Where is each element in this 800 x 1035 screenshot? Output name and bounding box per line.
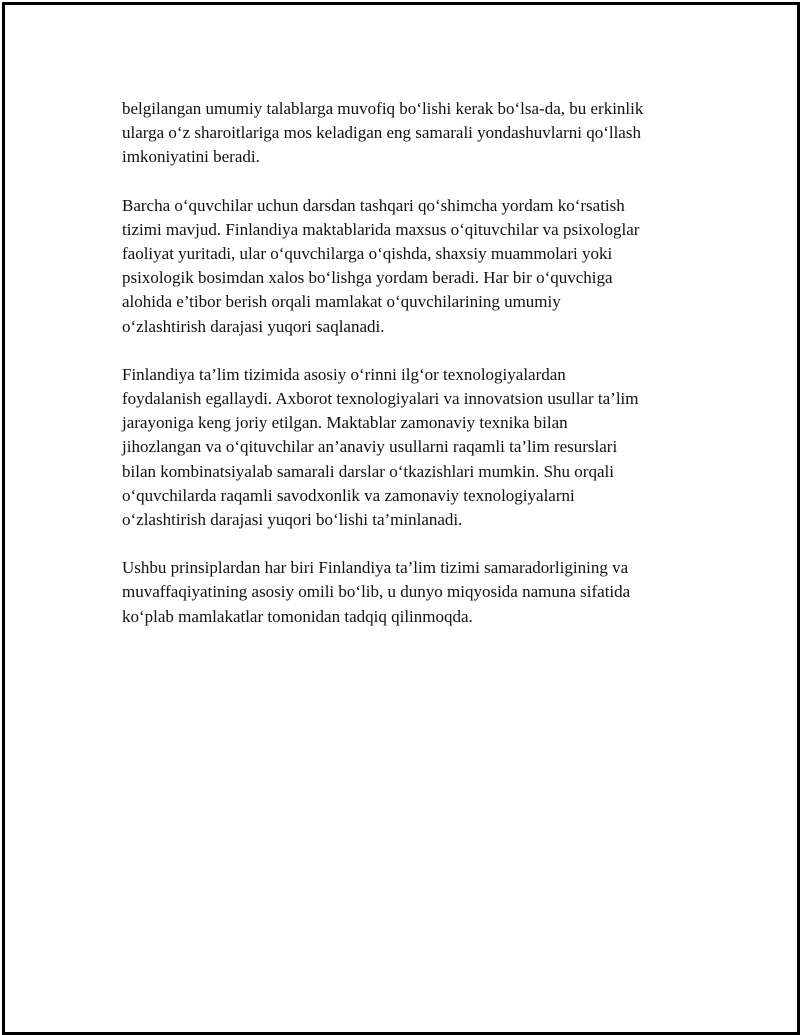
document-body bbox=[122, 97, 702, 653]
paragraph-2: Barcha o‘quvchilar uchun darsdan tashqari qo‘shimcha yordam ko‘rsatish tizimi mavjud. Finlandiya maktablarida maxsus o‘qituvchilar va psixologlar faoliyat yuritadi, ular o‘quvchilarga o‘qishda, shaxsiy muammolari yoki psixologik bosimdan xalos bo‘lishga yordam beradi. Har bir o‘quvchiga alohida e’tibor berish orqali mamlakat o‘quvchilarining umumiy o‘zlashtirish darajasi yuqori saqlanadi. bbox=[122, 195, 640, 336]
paragraph-1: belgilangan umumiy talablarga muvofiq bo‘lishi kerak bo‘lsa-da, bu erkinlik ularga o‘z sharoitlariga mos keladigan eng samarali yondashuvlarni qo‘llash imkoniyatini beradi. bbox=[122, 99, 644, 167]
paragraph-3: Finlandiya ta’lim tizimida asosiy o‘rinni ilg‘or texnologiyalardan foydalanish egallaydi. Axborot texnologiyalari va innovatsion usullar ta’lim jarayoniga keng joriy etilgan. Maktablar zamonaviy texnika bilan jihozlangan va o‘qituvchilar an’anaviy usullarni raqamli ta’lim resurslari bilan kombinatsiyalab samarali darslar o‘tkazishlari mumkin. Shu orqali o‘quvchilarda raqamli savodxonlik va zamonaviy texnologiyalarni o‘zlashtirish darajasi yuqori bo‘lishi ta’minlanadi. bbox=[122, 364, 639, 530]
page-frame bbox=[2, 2, 800, 1035]
paragraph-4: Ushbu prinsiplardan har biri Finlandiya ta’lim tizimi samaradorligining va muvaffaqiyatining asosiy omili bo‘lib, u dunyo miqyosida namuna sifatida ko‘plab mamlakatlar tomonidan tadqiq qilinmoqda. bbox=[122, 558, 631, 626]
